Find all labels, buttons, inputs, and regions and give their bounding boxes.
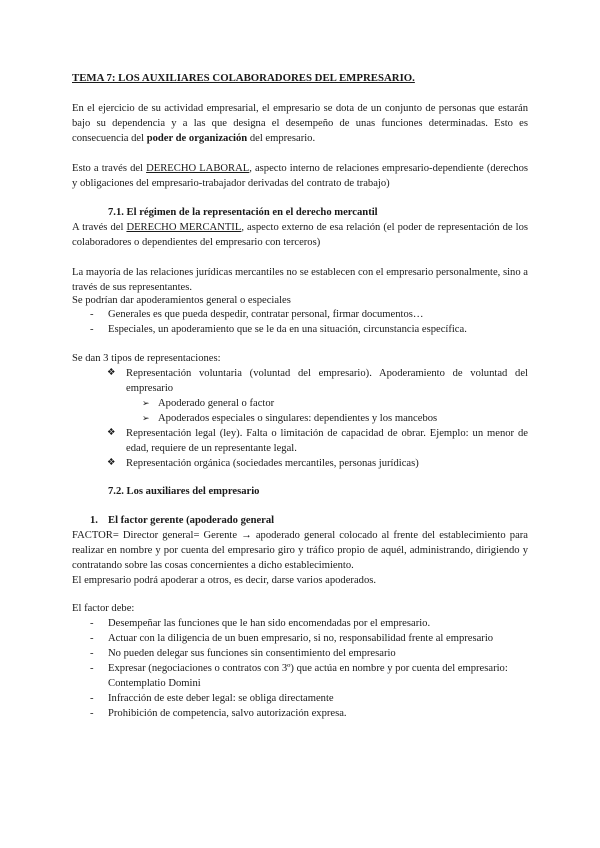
sublist-item: ➢ Apoderado general o factor bbox=[142, 398, 275, 409]
document-title: TEMA 7: LOS AUXILIARES COLABORADORES DEL EMPRESARIO. bbox=[72, 72, 415, 84]
factor-heading: 1. El factor gerente (apoderado general bbox=[90, 515, 275, 526]
intro-paragraph bbox=[72, 101, 528, 146]
mercantil-text: A través del bbox=[72, 222, 127, 233]
apoderamientos-intro: Se podrían dar apoderamientos general o especiales bbox=[72, 295, 291, 306]
arrow-bullet-icon: ➢ bbox=[142, 413, 150, 423]
list-item: - Especiales, un apoderamiento que se le da en una situación, circunstancia específica. bbox=[90, 324, 467, 335]
mayoria-paragraph: La mayoría de las relaciones jurídicas mercantiles no se establecen con el empresario personalmente, sino a través de sus representantes. bbox=[72, 267, 528, 293]
diamond-bullet-icon: ❖ bbox=[107, 458, 116, 468]
laboral-term: DERECHO LABORAL bbox=[146, 163, 250, 174]
list-item-voluntaria: ❖ Representación voluntaria (voluntad del empresario). Apoderamiento de voluntad del empresario bbox=[107, 368, 528, 394]
apoderamientos-list bbox=[72, 307, 528, 337]
list-item: - Desempeñar las funciones que le han sido encomendadas por el empresario. bbox=[90, 618, 431, 629]
laboral-text: Esto a través del bbox=[72, 163, 147, 174]
section-7-1-heading: 7.1. El régimen de la representación en el derecho mercantil bbox=[108, 207, 378, 218]
list-item: - Infracción de este deber legal: se obliga directamente bbox=[90, 693, 334, 704]
list-item: - Expresar (negociaciones o contratos con 3º) que actúa en nombre y por cuenta del empresario: Contemplatio Domini bbox=[90, 663, 508, 689]
factor-definition: FACTOR= Director general= Gerente → apoderado general colocado al frente del establecimiento para realizar en nombre y por cuenta del empresario giro y tráfico propio de aquél, administrando, dirigiendo y contratando sobre las cosas concernientes a dicho establecimiento. bbox=[72, 530, 528, 571]
list-item-legal: ❖ Representación legal (ley). Falta o limitación de capacidad de obrar. Ejemplo: un menor de edad, requiere de un representante legal. bbox=[107, 428, 528, 454]
factor-debe-list bbox=[72, 616, 528, 721]
diamond-bullet-icon: ❖ bbox=[107, 368, 116, 378]
list-item: - Actuar con la diligencia de un buen empresario, si no, responsabilidad frente al empresario bbox=[90, 633, 494, 644]
factor-apoderar: El empresario podrá apoderar a otros, es decir, darse varios apoderados. bbox=[72, 575, 377, 586]
list-item: - Prohibición de competencia, salvo autorización expresa. bbox=[90, 708, 347, 719]
intro-text-end: del empresario. bbox=[247, 133, 316, 144]
mercantil-text-end: , aspecto externo de esa relación (el poder de representación de los colaboradores o dependientes del empresario con terceros) bbox=[72, 222, 529, 248]
sublist-item: ➢ Apoderados especiales o singulares: dependientes y los mancebos bbox=[142, 413, 438, 424]
intro-bold: poder de organización bbox=[146, 133, 248, 144]
tipos-intro: Se dan 3 tipos de representaciones: bbox=[72, 353, 221, 364]
tipos-list bbox=[72, 366, 528, 471]
mercantil-paragraph bbox=[72, 220, 528, 250]
list-item: - Generales es que pueda despedir, contratar personal, firmar documentos… bbox=[90, 309, 424, 320]
section-7-2-heading: 7.2. Los auxiliares del empresario bbox=[108, 486, 260, 497]
factor-debe-intro: El factor debe: bbox=[72, 603, 135, 614]
list-item-organica: ❖ Representación orgánica (sociedades mercantiles, personas jurídicas) bbox=[107, 458, 419, 469]
laboral-paragraph bbox=[72, 161, 528, 191]
list-item: - No pueden delegar sus funciones sin consentimiento del empresario bbox=[90, 648, 396, 659]
laboral-text-end: , aspecto interno de relaciones empresario-dependiente (derechos y obligaciones del empresario-trabajador derivadas del contrato de trabajo) bbox=[72, 163, 529, 189]
diamond-bullet-icon: ❖ bbox=[107, 428, 116, 438]
mercantil-term: DERECHO MERCANTIL bbox=[126, 222, 242, 233]
arrow-bullet-icon: ➢ bbox=[142, 398, 150, 408]
intro-text: En el ejercicio de su actividad empresarial, el empresario se dota de un conjunto de personas que estarán bajo su dependencia y a las que designa el desempeño de unas funciones determinadas. Esto es consecuencia del bbox=[72, 103, 528, 144]
